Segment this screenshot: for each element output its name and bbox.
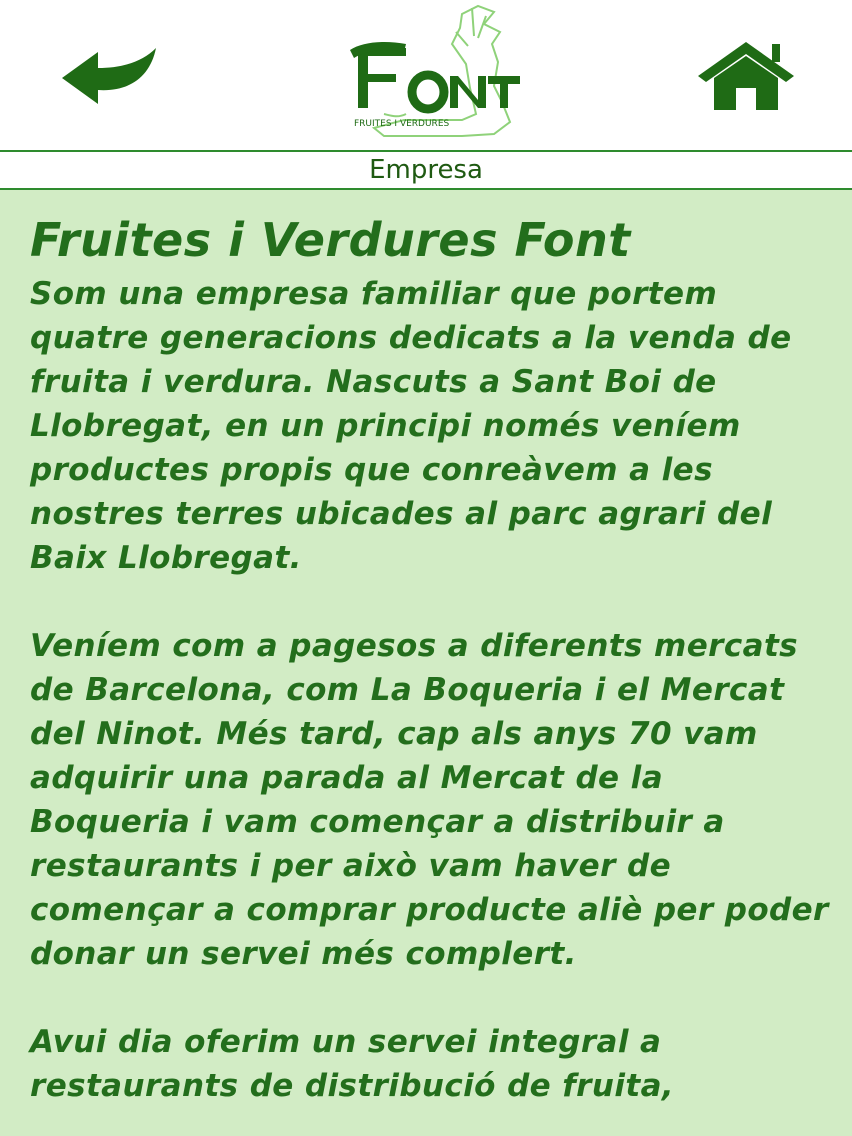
section-bar xyxy=(0,152,852,188)
paragraph-2: Veníem com a pagesos a diferents mercats de Barcelona, com La Boqueria i el Mercat del Ninot. Més tard, cap als anys 70 vam adquirir una parada al Mercat de la Boqueria i vam començar a distribuir a restaurants i per això vam haver de començar a comprar producte aliè per poder donar un servei més complert. xyxy=(30,628,829,972)
home-button[interactable] xyxy=(696,40,796,112)
paragraph-3: Avui dia oferim un servei integral a restaurants de distribució de fruita, xyxy=(30,1024,675,1104)
back-arrow-icon xyxy=(58,44,162,110)
page-title: Fruites i Verdures Font xyxy=(30,213,631,267)
home-icon xyxy=(696,40,796,112)
brand-logo xyxy=(344,2,520,142)
section-title: Empresa xyxy=(369,155,483,185)
back-button[interactable] xyxy=(58,44,162,110)
content-area[interactable] xyxy=(0,190,852,1136)
svg-text:FRUITES I VERDURES: FRUITES I VERDURES xyxy=(354,119,450,129)
paragraph-1: Som una empresa familiar que portem quatre generacions dedicats a la venda de fruita i verdura. Nascuts a Sant Boi de Llobregat, en un principi només veníem productes propis que conreàvem a les nostres terres ubicades al parc agrari del Baix Llobregat. xyxy=(30,276,792,576)
app-header xyxy=(0,0,852,150)
